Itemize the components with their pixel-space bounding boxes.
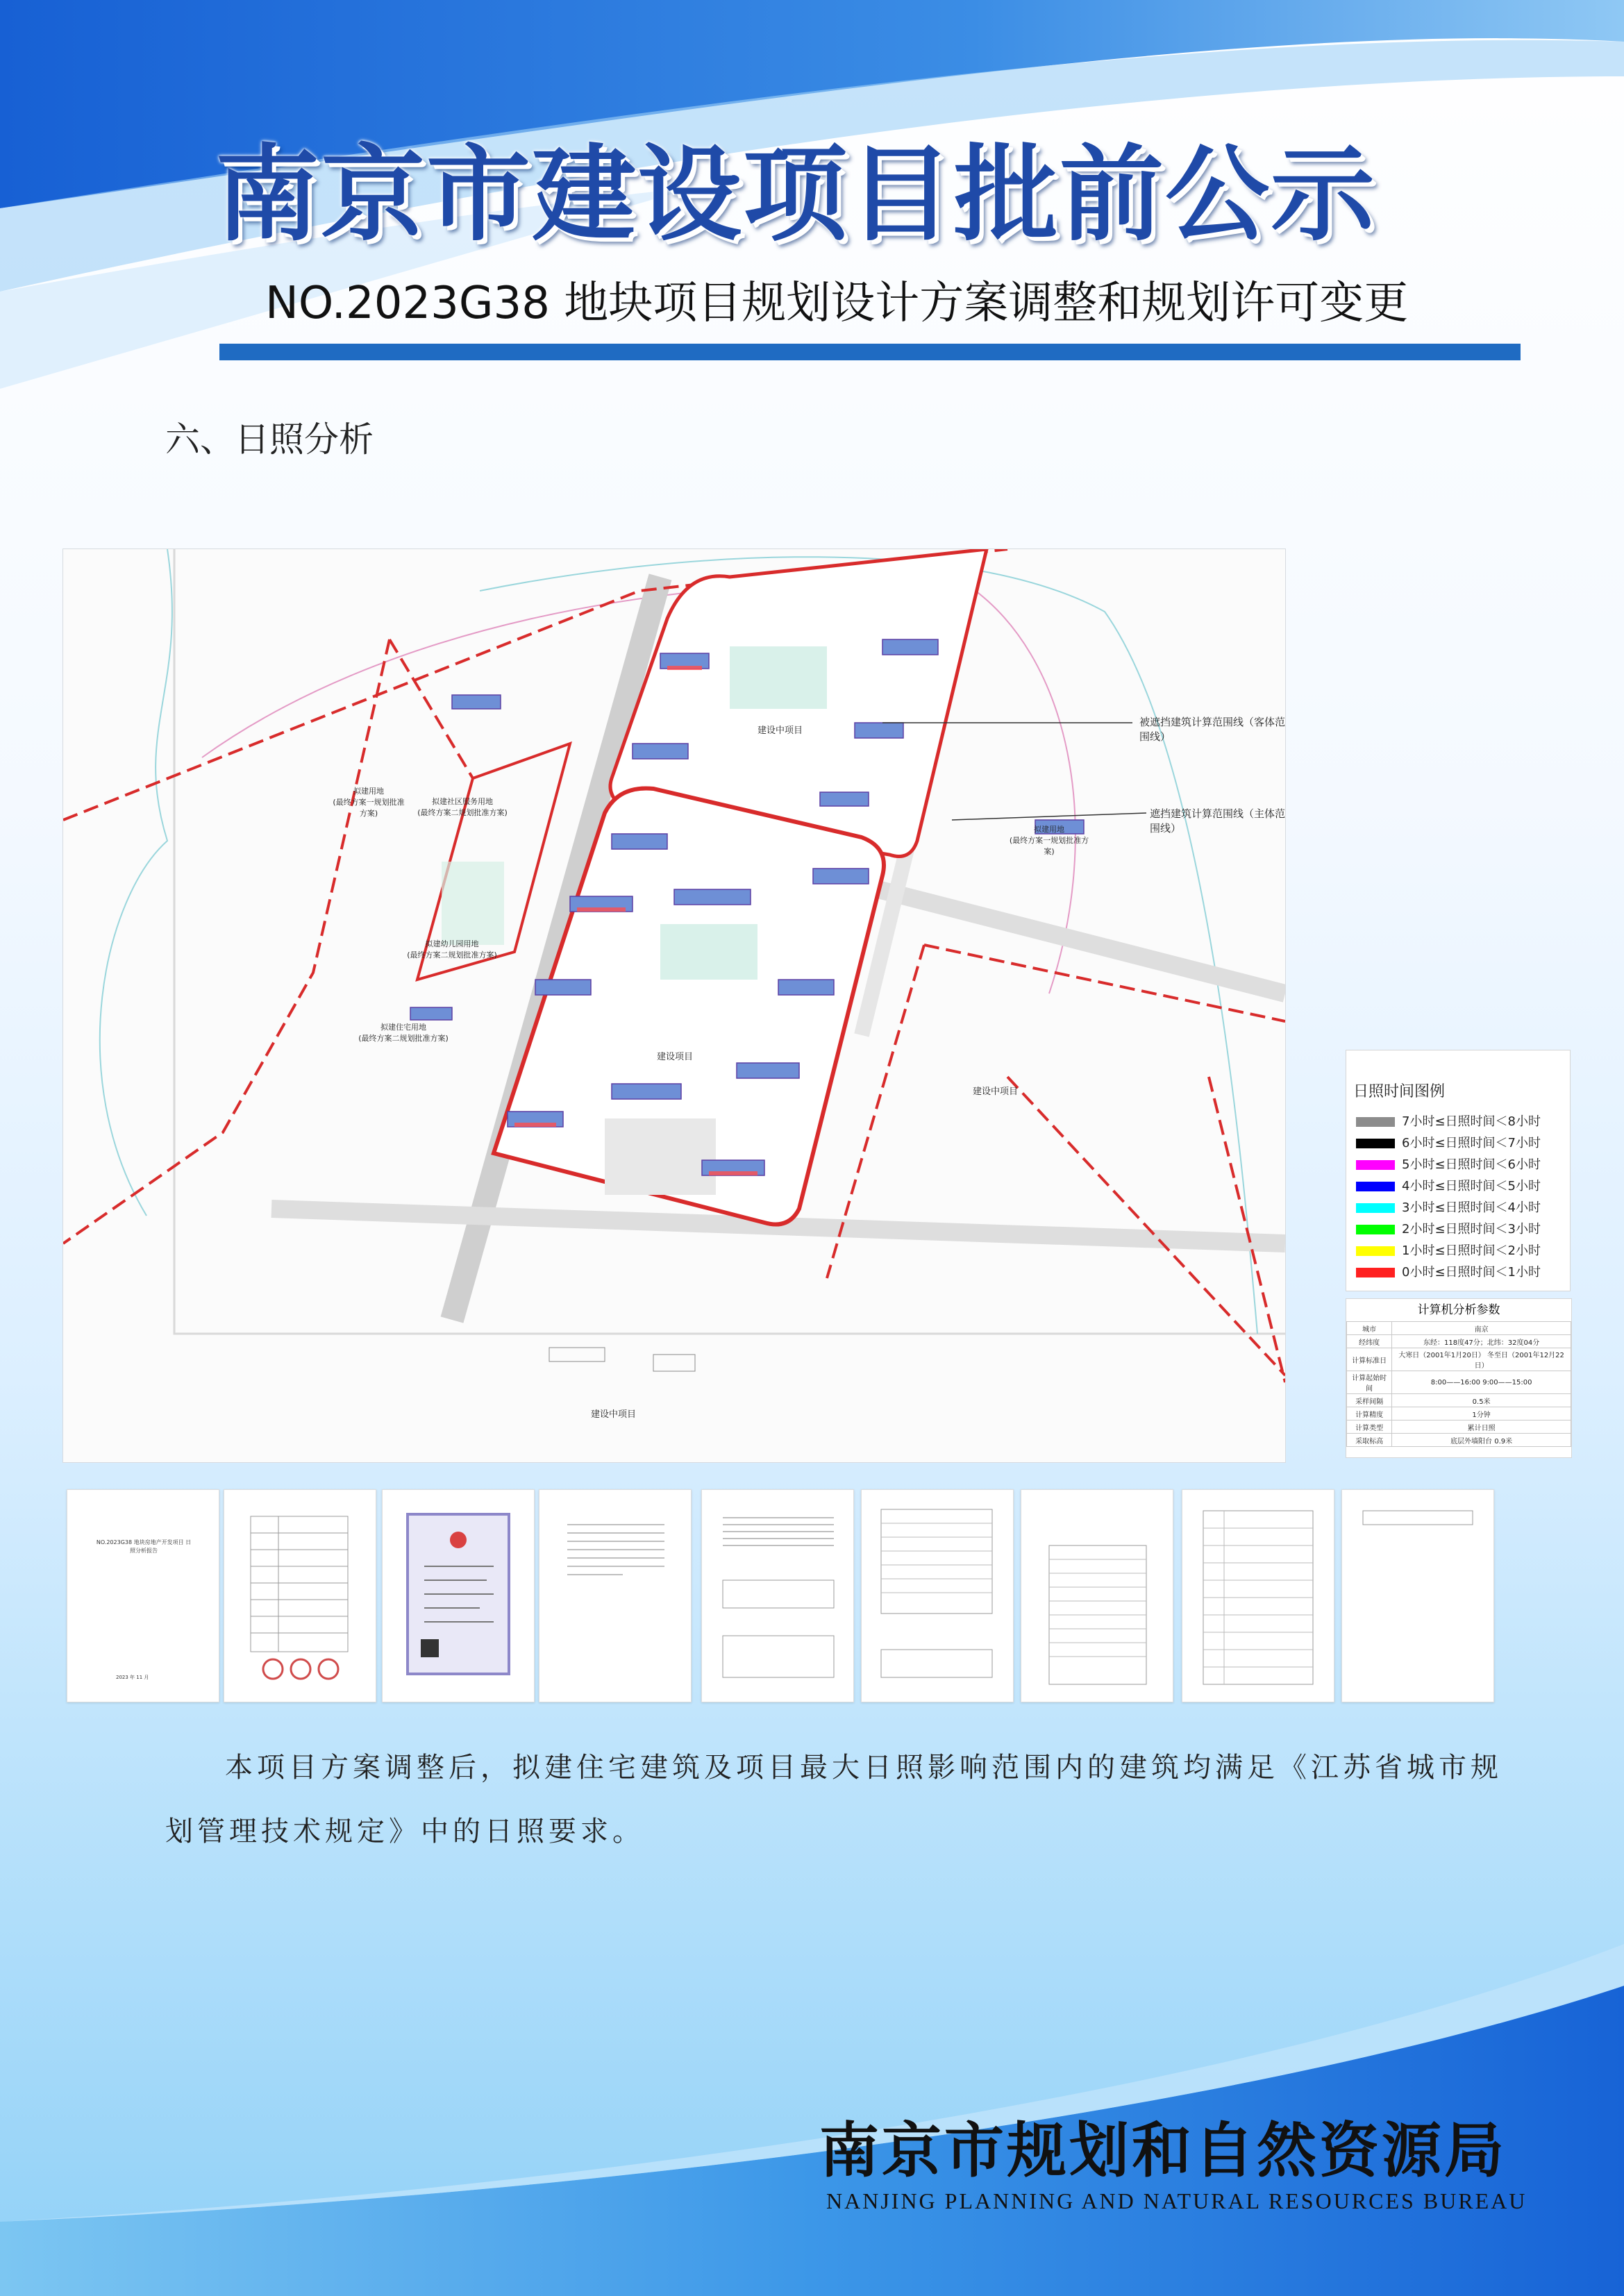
report-page-cover [67,1489,219,1702]
conclusion-paragraph: 本项目方案调整后，拟建住宅建筑及项目最大日照影响范围内的建筑均满足《江苏省城市规划管理技术规定》中的日照要求。 [165,1752,1502,1847]
legend-item [1356,1241,1541,1260]
table-row [1347,1434,1571,1447]
report-page-certificate [382,1489,535,1702]
label-plan-land-1: 拟建用地 (最终方案一规划批准方案) [333,787,405,818]
thumb-table-drawing [1021,1490,1173,1702]
param-key: 经纬度 [1347,1335,1392,1348]
label-sheltered-range: 被遮挡建筑计算范围线（客体范围线） [1139,716,1286,743]
table-row [1347,1335,1571,1348]
param-value: 1分钟 [1392,1407,1571,1421]
table-row [1347,1348,1571,1371]
report-page-results [1182,1489,1334,1702]
section-heading: 六、日照分析 [165,419,374,460]
legend-item [1356,1176,1541,1196]
legend-item [1356,1133,1541,1153]
table-row [1347,1421,1571,1434]
param-key: 计算精度 [1347,1407,1392,1421]
param-key: 城市 [1347,1322,1392,1335]
legend-swatch [1356,1268,1395,1277]
report-page-conclusion [1021,1489,1173,1702]
page-title: 南京市建设项目批前公示 [215,133,1377,255]
legend-item [1356,1198,1541,1217]
label-project-north: 建设中项目 [757,726,803,736]
legend-item [1356,1262,1541,1282]
title-underline [219,344,1521,360]
thumb-caption: NO.2023G38 地块房地产开发项目 日照分析报告 [96,1539,192,1554]
legend-swatch [1356,1139,1395,1148]
analysis-parameters [1346,1298,1572,1458]
label-project-main: 建设项目 [657,1052,694,1062]
department-name-en: NANJING PLANNING AND NATURAL RESOURCES BUREAU [826,2188,1527,2213]
report-page-contents [539,1489,692,1702]
legend-swatch [1356,1246,1395,1256]
label-project-south: 建设中项目 [591,1409,637,1420]
thumb-table-drawing [1342,1490,1493,1702]
legend-swatch [1356,1117,1395,1127]
legend-item-label: 1小时≤日照时间＜2小时 [1402,1243,1541,1258]
param-key: 计算类型 [1347,1421,1392,1434]
legend-item-label: 4小时≤日照时间＜5小时 [1402,1179,1541,1193]
legend-item-label: 5小时≤日照时间＜6小时 [1402,1157,1541,1172]
legend-swatch [1356,1182,1395,1191]
thumb-table-drawing [862,1490,1013,1702]
legend-item [1356,1112,1541,1131]
table-row [1347,1322,1571,1335]
legend-item-label: 7小时≤日照时间＜8小时 [1402,1114,1541,1129]
legend-title: 日照时间图例 [1353,1083,1446,1100]
param-value: 大寒日（2001年1月20日） 冬至日（2001年12月22日） [1392,1348,1571,1371]
legend-swatch [1356,1160,1395,1170]
legend-swatch [1356,1203,1395,1213]
param-key: 采样间隔 [1347,1394,1392,1407]
report-page-appendix [1341,1489,1494,1702]
report-page-text [701,1489,854,1702]
table-row [1347,1407,1571,1421]
param-value: 底层外墙阳台 0.9米 [1392,1434,1571,1447]
param-value: 东经：118度47分；北纬：32度04分 [1392,1335,1571,1348]
label-plan-land-3: 拟建幼儿园用地 (最终方案二规划批准方案) [407,939,497,960]
page-subtitle: NO.2023G38 地块项目规划设计方案调整和规划许可变更 [265,278,1409,329]
department-name-cn: 南京市规划和自然资源局 [819,2115,1507,2186]
param-key: 计算起始时间 [1347,1371,1392,1394]
param-key: 计算标准日 [1347,1348,1392,1371]
legend-item-label: 0小时≤日照时间＜1小时 [1402,1265,1541,1280]
sunlight-site-plan [62,548,1286,1463]
params-title: 计算机分析参数 [1417,1303,1500,1317]
label-plan-land-5: 拟建用地 (最终方案一规划批准方案) [1009,825,1089,856]
thumb-footer: 2023 年 11 月 [116,1675,149,1680]
legend-item [1356,1155,1541,1174]
param-value: 南京 [1392,1322,1571,1335]
table-row [1347,1371,1571,1394]
params-table [1346,1321,1571,1447]
report-page-info [224,1489,376,1702]
report-page-params [861,1489,1014,1702]
thumb-text-drawing [702,1490,853,1702]
thumb-table-drawing [224,1490,376,1702]
thumb-certificate-drawing [383,1490,534,1702]
legend-item-label: 2小时≤日照时间＜3小时 [1402,1222,1541,1237]
label-project-east: 建设中项目 [973,1087,1019,1097]
site-plan-drawing [63,549,1285,1462]
legend-item-label: 6小时≤日照时间＜7小时 [1402,1136,1541,1150]
table-row [1347,1394,1571,1407]
legend-item-label: 3小时≤日照时间＜4小时 [1402,1200,1541,1215]
label-shelter-range: 遮挡建筑计算范围线（主体范围线） [1150,807,1286,835]
thumb-table-drawing [1182,1490,1334,1702]
legend-swatch [1356,1225,1395,1234]
param-key: 采取标高 [1347,1434,1392,1447]
param-value: 累计日照 [1392,1421,1571,1434]
param-value: 0.5米 [1392,1394,1571,1407]
param-value: 8:00——16:00 9:00——15:00 [1392,1371,1571,1394]
thumb-text-drawing [539,1490,691,1702]
sunlight-legend [1346,1050,1571,1291]
legend-item [1356,1219,1541,1239]
label-plan-land-2: 拟建社区服务用地 (最终方案二规划批准方案) [417,797,508,817]
label-plan-land-4: 拟建住宅用地 (最终方案二规划批准方案) [358,1023,449,1043]
